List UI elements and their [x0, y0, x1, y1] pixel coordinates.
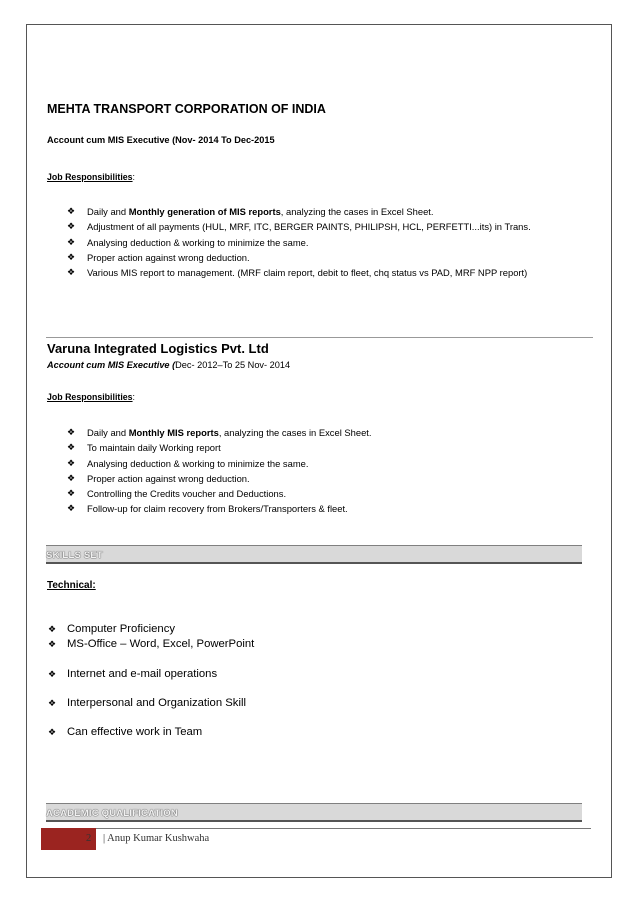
list-item	[67, 456, 587, 471]
list-item	[67, 425, 587, 440]
list-item-text: Interpersonal and Organization Skill	[67, 696, 246, 709]
list-item-text-pre: Daily and	[87, 206, 129, 217]
company-2-name: Varuna Integrated Logistics Pvt. Ltd	[47, 341, 269, 356]
list-item	[67, 440, 587, 455]
list-item-text-pre: Adjustment of all payments (HUL, MRF, ITC, BERGER PAINTS, PHILIPSH, HCL, PERFETTI...its) in Trans.	[87, 221, 531, 233]
diamond-bullet-icon: ❖	[48, 668, 57, 679]
diamond-bullet-icon: ❖	[67, 442, 76, 453]
list-item-text: Computer Proficiency	[67, 623, 175, 635]
list-item-text-pre: Analysing deduction & working to minimize the same.	[87, 457, 309, 469]
list-item-text-pre: Analysing deduction & working to minimize the same.	[87, 236, 309, 248]
academic-section-bar	[46, 803, 582, 822]
diamond-bullet-icon: ❖	[67, 503, 76, 514]
diamond-bullet-icon: ❖	[67, 267, 76, 278]
list-item-text-pre: Daily and	[87, 427, 129, 438]
company-1-responsibilities-heading	[47, 172, 135, 182]
company-2-role-dates: Dec- 2012–To 25 Nov- 2014	[175, 360, 291, 370]
responsibilities-colon: :	[132, 392, 135, 402]
company-2-role-title: Account cum MIS Executive (	[47, 360, 176, 370]
diamond-bullet-icon: ❖	[48, 639, 57, 650]
diamond-bullet-icon: ❖	[67, 427, 76, 437]
company-2-responsibilities-heading	[47, 392, 135, 402]
diamond-bullet-icon: ❖	[67, 457, 76, 468]
diamond-bullet-icon: ❖	[67, 488, 76, 499]
list-item	[67, 204, 587, 219]
diamond-bullet-icon: ❖	[67, 221, 76, 232]
list-item	[48, 637, 568, 652]
section-divider	[46, 337, 593, 338]
responsibilities-colon: :	[132, 172, 135, 182]
list-item-text: Can effective work in Team	[67, 726, 203, 739]
diamond-bullet-icon: ❖	[48, 624, 57, 634]
company-1-responsibilities-list	[67, 204, 587, 280]
list-item-text-post: , analyzing the cases in Excel Sheet.	[218, 427, 372, 438]
diamond-bullet-icon: ❖	[48, 697, 57, 708]
list-item	[48, 696, 568, 711]
page-number: 2	[86, 833, 92, 844]
company-2-role	[47, 360, 290, 370]
diamond-bullet-icon: ❖	[67, 206, 76, 216]
list-item-text: Internet and e-mail operations	[67, 667, 218, 680]
list-item	[48, 667, 568, 682]
company-1-role: Account cum MIS Executive (Nov- 2014 To Dec-2015	[47, 135, 275, 145]
diamond-bullet-icon: ❖	[67, 472, 76, 483]
list-item-text-pre: Proper action against wrong deduction.	[87, 251, 250, 263]
skills-section-bar	[46, 545, 582, 564]
responsibilities-label: Job Responsibilities	[47, 172, 133, 182]
list-item-text-bold: Monthly MIS reports	[128, 427, 219, 438]
footer-author: | Anup Kumar Kushwaha	[103, 833, 210, 844]
list-item	[67, 501, 587, 516]
list-item	[67, 471, 587, 486]
list-item	[67, 219, 587, 234]
skills-list	[48, 622, 568, 740]
list-item-text-post: , analyzing the cases in Excel Sheet.	[280, 206, 434, 217]
list-item	[67, 235, 587, 250]
list-item-text-pre: Proper action against wrong deduction.	[87, 472, 250, 484]
company-2-responsibilities-list	[67, 425, 587, 517]
list-item-text-pre: Various MIS report to management. (MRF claim report, debit to fleet, chq status vs PAD, MRF NPP report)	[87, 267, 528, 279]
list-item-text-bold: Monthly generation of MIS reports	[128, 206, 281, 217]
diamond-bullet-icon: ❖	[48, 727, 57, 738]
list-item	[67, 250, 587, 265]
footer-rule	[96, 828, 591, 829]
list-item-text: MS-Office – Word, Excel, PowerPoint	[67, 638, 255, 651]
list-item	[48, 725, 568, 740]
responsibilities-label: Job Responsibilities	[47, 392, 133, 402]
list-item-text-pre: Controlling the Credits voucher and Deductions.	[87, 488, 287, 500]
academic-section-title: ACADEMIC QUALIFICATION	[46, 808, 178, 819]
company-1-name: MEHTA TRANSPORT CORPORATION OF INDIA	[47, 102, 326, 116]
list-item	[67, 486, 587, 501]
list-item-text-pre: To maintain daily Working report	[87, 442, 221, 454]
list-item	[48, 622, 568, 637]
list-item	[67, 265, 587, 280]
diamond-bullet-icon: ❖	[67, 251, 76, 262]
diamond-bullet-icon: ❖	[67, 236, 76, 247]
list-item-text-pre: Follow-up for claim recovery from Brokers/Transporters & fleet.	[87, 503, 348, 515]
technical-label: Technical:	[47, 580, 96, 591]
skills-section-title: SKILLS SET	[46, 550, 103, 561]
